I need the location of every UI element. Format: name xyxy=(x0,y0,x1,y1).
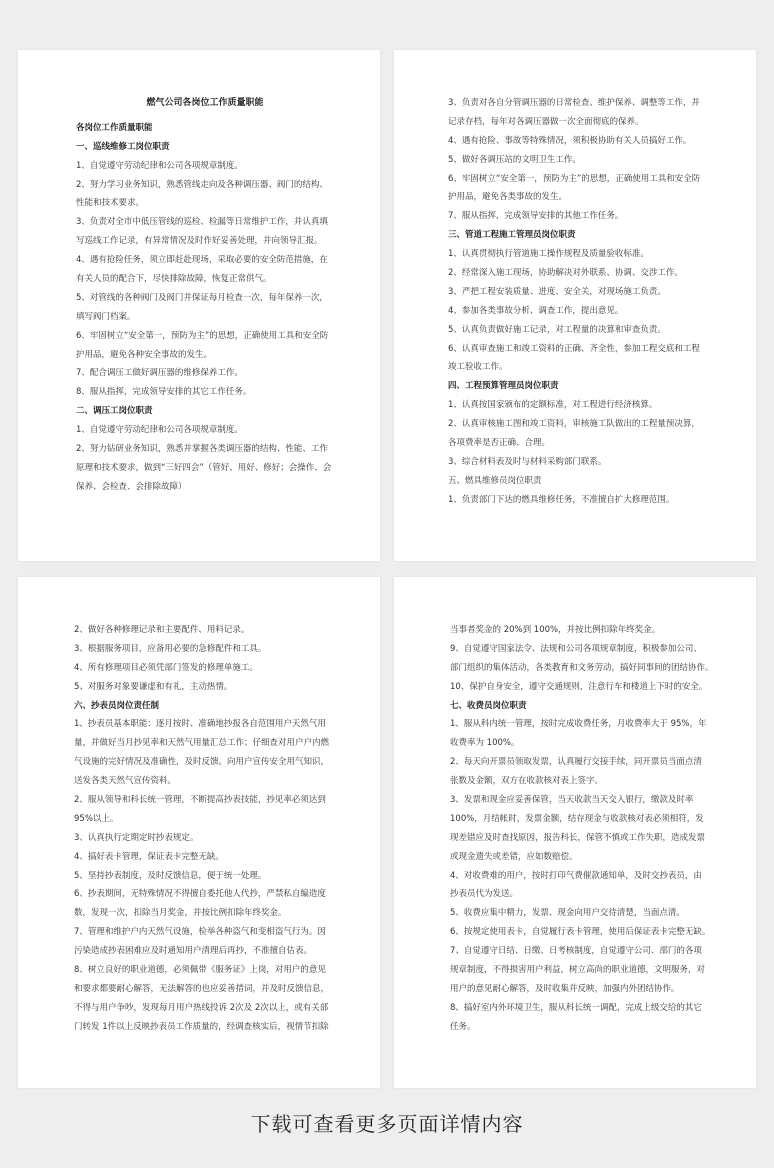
text-line: 2、经常深入施工现场，协助解决对外联系、协调、交涉工作。 xyxy=(448,268,683,279)
text-line: 各项费率是否正确、合理。 xyxy=(448,438,551,449)
text-line: 8、树立良好的职业道德，必须佩带《服务证》上岗，对用户的意见 xyxy=(74,965,326,976)
text-line: 保养、会检查、会排除故障） xyxy=(76,481,187,492)
text-line: 6、抄表期间，无特殊情况不得擅自委托他人代抄，严禁私自编造度 xyxy=(74,889,326,900)
text-line: 有关人员的配合下，尽快排除故障，恢复正常供气。 xyxy=(76,274,272,285)
text-line: 5、收费应集中精力，发票、现金向用户交待清楚，当面点清。 xyxy=(450,908,685,919)
document-page-3 xyxy=(18,577,380,1088)
text-line: 7、管理和维护户内天然气设施，检举各种盗气和变相盗气行为。因 xyxy=(74,927,326,938)
section-heading: 七、收费员岗位职责 xyxy=(450,700,527,711)
text-line: 数，发现一次，扣除当月奖金，并按比例扣除年终奖金。 xyxy=(74,908,287,919)
text-line: 量，并做好当月抄见率和天然气用量汇总工作；仔细查对用户户内燃 xyxy=(74,738,330,749)
text-line: 3、认真执行定期定时抄表规定。 xyxy=(74,832,199,843)
text-line: 5、对管线的各种阀门及阀门井保证每月检查一次，每年保养一次， xyxy=(76,292,328,303)
text-line: 性能和技术要求。 xyxy=(76,198,145,209)
text-line: 送发各类天然气宣传资料。 xyxy=(74,776,177,787)
text-line: 5、做好各调压站的文明卫生工作。 xyxy=(448,154,581,165)
text-line: 4、所有修理项目必须凭部门签发的修理单施工。 xyxy=(74,662,258,673)
text-line: 7、服从指挥，完成领导安排的其他工作任务。 xyxy=(448,211,624,222)
text-line: 6、牢固树立“安全第一，预防为主”的思想，正确使用工具和安全防 xyxy=(448,173,701,184)
text-line: 3、根据服务项目，应备用必要的急修配件和工具。 xyxy=(74,643,267,654)
text-line: 4、遇有抢险、事故等特殊情况，须积极协助有关人员搞好工作。 xyxy=(448,135,692,146)
text-line: 2、每天向开票员领取发票，认真履行交接手续，同开票员当面点清 xyxy=(450,757,702,768)
text-line: 当事者奖金的 20%到 100%，并按比例扣除年终奖金。 xyxy=(450,625,661,635)
text-line: 现差错应及时查找原因，报告科长，保管不慎或工作失职，造成发票 xyxy=(450,832,706,843)
text-line: 污染造成抄表困难应及时通知用户清理后再抄，不准擅自估表。 xyxy=(74,946,313,957)
text-line: 2、努力学习业务知识，熟悉管线走向及各种调压器、阀门的结构、 xyxy=(76,179,328,190)
text-line: 张数及金额，双方在收款核对表上签字。 xyxy=(450,776,604,787)
text-line: 1、认真贯彻执行管道施工操作规程及质量验收标准。 xyxy=(448,249,649,260)
text-line: 1、自觉遵守劳动纪律和公司各项规章制度。 xyxy=(76,160,243,171)
text-line: 9、自觉遵守国家法令、法规和公司各项规章制度，积极参加公司、 xyxy=(450,643,702,654)
text-line: 3、发票和现金应妥善保管，当天收款当天交入银行，缴款及时率 xyxy=(450,795,694,806)
document-page-1 xyxy=(18,50,380,561)
text-line: 3、严把工程安装质量、进度、安全关，对现场施工负责。 xyxy=(448,286,666,297)
download-more-link[interactable]: 下载可查看更多页面详情内容 xyxy=(250,1112,524,1136)
text-line: 记录存档，每年对各调压器做一次全面彻底的保养。 xyxy=(448,116,644,127)
text-line: 6、按规定使用表卡，自觉履行表卡管理，使用后保证表卡完整无缺。 xyxy=(450,927,711,938)
text-line: 4、对收费难的用户，按时打印气费催款通知单，及时交抄表员，由 xyxy=(450,870,702,881)
text-line: 7、配合调压工做好调压器的维修保养工作。 xyxy=(76,368,243,379)
text-line: 或现金遗失或差错，应如数赔偿。 xyxy=(450,851,578,862)
text-line: 用户的意见耐心解答，及时收集并反映，加强内外团结协作。 xyxy=(450,983,680,994)
text-line: 写巡线工作记录，有异常情况及时作好妥善处理，并向领导汇报。 xyxy=(76,236,323,247)
text-line: 五、燃具维修员岗位职责 xyxy=(448,475,542,486)
text-line: 填写阀门档案。 xyxy=(76,311,136,322)
text-line: 2、服从领导和科长统一管理，不断提高抄表技能，抄见率必须达到 xyxy=(74,795,326,806)
text-line: 100%，月结帐时，发票金额，结存现金与收款核对表必须相符，发 xyxy=(450,813,704,824)
text-line: 4、参加各类事故分析、调查工作，提出意见。 xyxy=(448,305,624,316)
section-heading: 三、管道工程施工管理员岗位职责 xyxy=(448,230,576,241)
section-heading: 四、工程预算管理员岗位职责 xyxy=(448,381,559,392)
text-line: 4、搞好表卡管理，保证表卡完整无缺。 xyxy=(74,851,224,862)
text-line: 部门组织的集体活动，各类教育和文务劳动，搞好同事间的团结协作。 xyxy=(450,662,714,673)
text-line: 收费率为 100%。 xyxy=(450,738,520,749)
text-line: 原理和技术要求，做到“三好四会”（管好、用好、修好；会操作、会 xyxy=(76,462,332,473)
text-line: 5、对服务对象要谦虚和有礼，主动热情。 xyxy=(74,681,233,692)
text-line: 护用品，避免各类事故的发生。 xyxy=(448,192,568,203)
text-line: 3、综合材料表及时与材料采购部门联系。 xyxy=(448,456,607,467)
text-line: 2、认真审核施工图和竣工资料，审核施工队做出的工程量预决算， xyxy=(448,419,700,430)
text-line: 1、自觉遵守劳动纪律和公司各项规章制度。 xyxy=(76,425,243,436)
text-line: 95%以上。 xyxy=(74,813,119,824)
text-line: 6、牢固树立“安全第一，预防为主”的思想，正确使用工具和安全防 xyxy=(76,330,329,341)
text-line: 2、做好各种修理记录和主要配件、用料记录。 xyxy=(74,625,250,635)
text-line: 8、服从指挥，完成领导安排的其它工作任务。 xyxy=(76,387,252,398)
text-line: 5、坚持抄表制度，及时反馈信息，便于统一处理。 xyxy=(74,870,267,881)
text-line: 门转发 1件以上反映抄表员工作质量的，经调查核实后，视情节扣除 xyxy=(74,1021,329,1032)
section-heading: 二、调压工岗位职责 xyxy=(76,406,153,417)
text-line: 规章制度，不得损害用户利益，树立高尚的职业道德，文明服务，对 xyxy=(450,965,706,976)
text-line: 1、服从科内统一管理，按时完成收费任务，月收费率大于 95%，年 xyxy=(450,719,707,730)
text-line: 护用品，避免各种安全事故的发生。 xyxy=(76,349,213,360)
text-line: 4、遇有抢险任务，须立即赶赴现场，采取必要的安全防范措施，在 xyxy=(76,255,328,266)
document-page-4 xyxy=(394,577,756,1088)
text-line: 10、保护自身安全，遵守交通规则，注意行车和楼道上下时的安全。 xyxy=(450,681,708,692)
document-title: 燃气公司各岗位工作质量职能 xyxy=(146,98,264,108)
document-page-2 xyxy=(394,50,756,561)
text-line: 1、负责部门下达的燃具维修任务，不准擅自扩大修理范围。 xyxy=(448,494,675,505)
text-line: 不得与用户争吵，发现每月用户热线投诉 2次及 2次以上，或有关部 xyxy=(74,1002,329,1013)
section-heading: 六、抄表员岗位责任制 xyxy=(74,700,160,711)
text-line: 任务。 xyxy=(450,1021,476,1032)
text-line: 竣工验收工作。 xyxy=(448,362,508,373)
text-line: 和要求都要耐心解答，无法解答的也应妥善措词，并及时反馈信息， xyxy=(74,983,330,994)
text-line: 5、认真负责做好施工记录，对工程量的决算和审查负责。 xyxy=(448,324,666,335)
text-line: 7、自觉遵守日结、日缴、日考核制度，自觉遵守公司、部门的各项 xyxy=(450,946,702,957)
text-line: 1、抄表员基本职能：逐月按时、准确地抄报各自范围用户天然气用 xyxy=(74,719,326,730)
text-line: 6、认真审查施工和竣工资料的正确、齐全性，参加工程交底和工程 xyxy=(448,343,700,354)
text-line: 抄表员代为发送。 xyxy=(450,889,519,900)
text-line: 1、认真按国家颁布的定额标准，对工程进行经济核算。 xyxy=(448,400,658,411)
text-line: 3、负责对各自分管调压器的日常检查、维护保养、调整等工作，并 xyxy=(448,98,700,108)
text-line: 气设施的完好情况及准确性，及时反馈。向用户宣传安全用气知识， xyxy=(74,757,330,768)
text-line: 8、搞好室内外环境卫生，服从科长统一调配，完成上级交给的其它 xyxy=(450,1002,702,1013)
text-line: 3、负责对全市中低压管线的巡检、检漏等日常维护工作，并认真填 xyxy=(76,217,328,228)
text-line: 2、努力钻研业务知识，熟悉并掌握各类调压器的结构、性能、工作 xyxy=(76,444,328,455)
section-heading: 一、巡线维修工岗位职责 xyxy=(76,141,170,152)
section-heading: 各岗位工作质量职能 xyxy=(76,122,153,133)
